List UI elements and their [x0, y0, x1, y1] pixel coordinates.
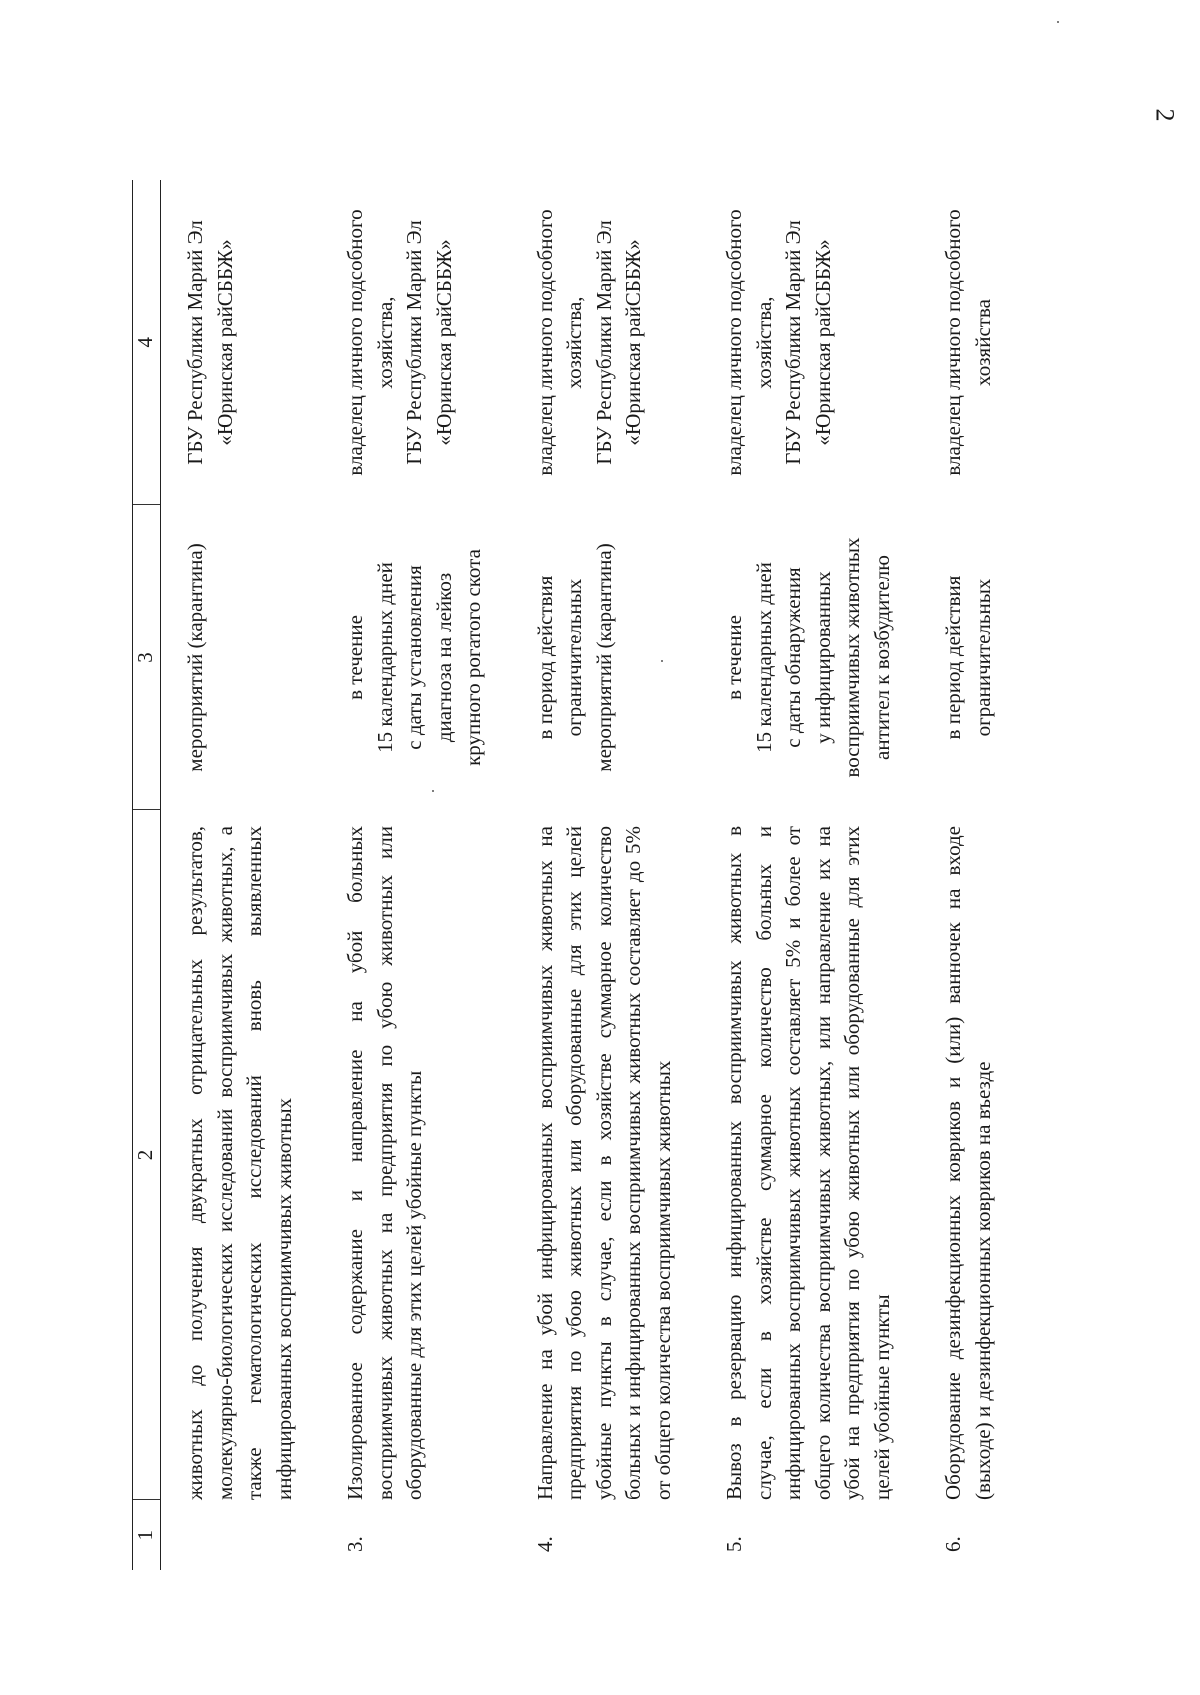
responsible-line: владелец личного подсобного	[722, 209, 746, 476]
row-number: 3.	[343, 1536, 367, 1552]
col-header-3: 3	[133, 505, 161, 810]
term-line: крупного рогатого скота	[461, 549, 485, 766]
responsible-line: ГБУ Республики Марий Эл	[591, 220, 616, 465]
responsible-line: владелец личного подсобного	[343, 209, 367, 476]
term-line: восприимчивых животных	[840, 537, 864, 778]
term-line: ограничительных	[970, 578, 995, 737]
term-line: 15 календарных дней	[751, 562, 776, 753]
term-line: ограничительных	[562, 578, 586, 737]
row-measure: Оборудование дезинфекционных ковриков и (или) ванночек на входе (выходе) и дезинфекционных ковриков на въезде	[941, 826, 995, 1500]
row-term	[511, 505, 679, 810]
table-row	[700, 180, 897, 1570]
term-line: с даты обнаружения	[781, 567, 805, 748]
responsible-line: хозяйства,	[562, 296, 586, 389]
row-measure: Изолированное содержание и направление на убой больных восприимчивых животных на предприятия по убою животных или оборудованные для этих целей убойные пункты	[343, 826, 426, 1500]
term-line: в течение	[343, 615, 367, 700]
row-number	[161, 1500, 300, 1570]
row-term: мероприятий (карантина)	[183, 543, 207, 772]
term-line: в период действия	[532, 575, 557, 740]
responsible-line: хозяйства	[970, 299, 995, 386]
responsible-line: «Юринская райСББЖ»	[431, 239, 456, 446]
term-line: мероприятий (карантина)	[591, 543, 616, 772]
row-responsible	[700, 180, 897, 505]
row-responsible	[321, 180, 489, 505]
page-number: 2	[1150, 108, 1180, 122]
responsible-line: владелец личного подсобного	[532, 209, 557, 476]
row-number: 4.	[532, 1536, 557, 1552]
responsible-line: «Юринская райСББЖ»	[621, 239, 645, 446]
responsible-line: «Юринская райСББЖ»	[212, 239, 237, 446]
term-line: антител к возбудителю	[869, 555, 894, 760]
term-line: в период действия	[941, 575, 965, 740]
responsible-line: хозяйства,	[372, 296, 397, 389]
table-row	[321, 180, 489, 1570]
term-line: диагноза на лейкоз	[431, 572, 456, 743]
col-header-4: 4	[133, 180, 161, 505]
table-row	[511, 180, 679, 1570]
term-line: в течение	[722, 615, 746, 700]
row-number: 6.	[941, 1536, 965, 1552]
row-term	[321, 505, 489, 810]
responsible-line: «Юринская райСББЖ»	[810, 239, 835, 446]
row-measure: животных до получения двукратных отрицательных результатов, молекулярно-биологических исследований восприимчивых животных, а также гематологических исследований вновь выявленных инфицированных восприимчивых животных	[183, 826, 296, 1500]
row-measure: Направление на убой инфицированных восприимчивых животных на предприятия по убою животных или оборудованные для этих целей убойные пункты в случае, если в хозяйстве суммарное количество больных и инфицированных восприимчивых животных составляет до 5% от общего количества восприимчивых животных	[532, 826, 675, 1500]
term-line: у инфицированных	[810, 571, 835, 744]
row-number: 5.	[722, 1536, 746, 1552]
table-row	[161, 180, 300, 1570]
col-header-1: 1	[133, 1500, 161, 1570]
responsible-line: владелец личного подсобного	[941, 209, 965, 476]
row-term	[919, 505, 998, 810]
responsible-line: хозяйства,	[751, 296, 776, 389]
responsible-line: ГБУ Республики Марий Эл	[781, 220, 805, 465]
table-row	[919, 180, 998, 1570]
term-line: с даты установления	[402, 565, 426, 750]
row-term	[700, 505, 897, 810]
responsible-line: ГБУ Республики Марий Эл	[183, 220, 207, 465]
row-responsible	[511, 180, 679, 505]
row-measure: Вывоз в резервацию инфицированных восприимчивых животных в случае, если в хозяйстве суммарное количество больных и инфицированных восприимчивых животных составляет 5% и более от общего количества восприимчивых животных, или направление их на убой на предприятия по убою животных или оборудованные для этих целей убойные пункты	[722, 826, 894, 1500]
measures-table	[132, 180, 998, 1570]
row-responsible	[161, 180, 300, 505]
row-responsible	[919, 180, 998, 505]
term-line: 15 календарных дней	[372, 562, 397, 753]
col-header-2: 2	[133, 810, 161, 1500]
table-header-row	[133, 180, 161, 1570]
responsible-line: ГБУ Республики Марий Эл	[402, 220, 426, 465]
